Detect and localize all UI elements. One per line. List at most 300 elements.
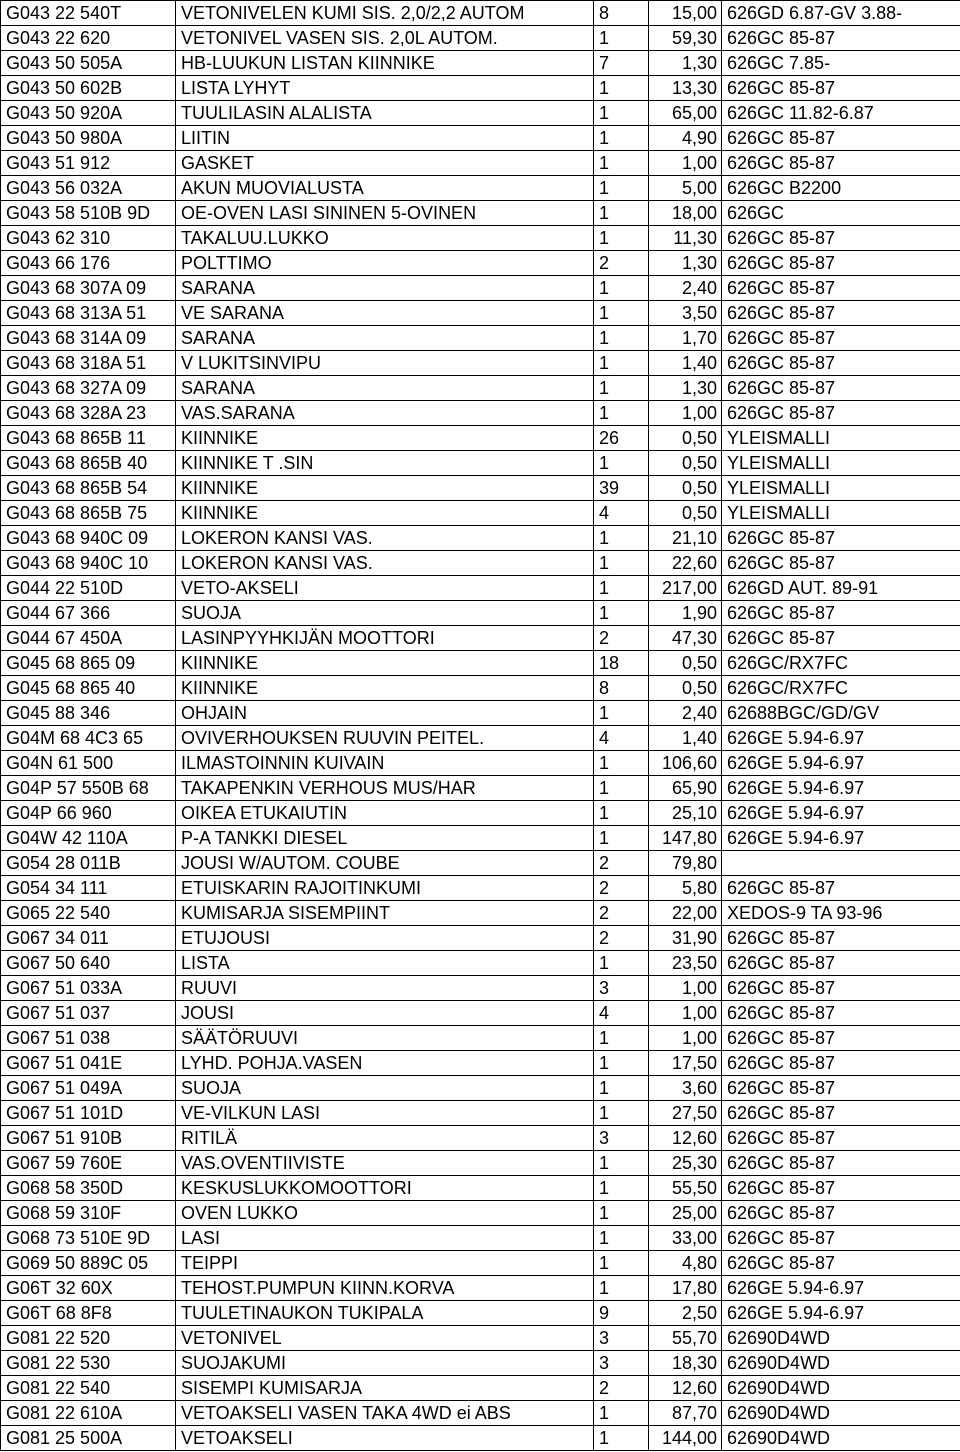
part-number-cell: G04P 66 960 xyxy=(1,801,176,826)
price-cell: 5,80 xyxy=(649,876,722,901)
quantity-cell: 1 xyxy=(594,376,649,401)
part-number-cell: G045 68 865 09 xyxy=(1,651,176,676)
price-cell: 55,70 xyxy=(649,1326,722,1351)
table-row xyxy=(1,1376,960,1401)
model-cell: 626GC 85-87 xyxy=(722,1076,960,1101)
table-row xyxy=(1,1301,960,1326)
part-number-cell: G067 50 640 xyxy=(1,951,176,976)
price-cell: 11,30 xyxy=(649,226,722,251)
quantity-cell: 4 xyxy=(594,1001,649,1026)
part-number-cell: G043 68 865B 75 xyxy=(1,501,176,526)
price-cell: 1,30 xyxy=(649,376,722,401)
description-cell: TAKAPENKIN VERHOUS MUS/HAR xyxy=(176,776,594,801)
table-row xyxy=(1,1076,960,1101)
quantity-cell: 1 xyxy=(594,1151,649,1176)
table-row xyxy=(1,376,960,401)
table-row xyxy=(1,326,960,351)
quantity-cell: 2 xyxy=(594,1376,649,1401)
description-cell: LOKERON KANSI VAS. xyxy=(176,526,594,551)
quantity-cell: 1 xyxy=(594,76,649,101)
part-number-cell: G043 62 310 xyxy=(1,226,176,251)
model-cell: 626GD AUT. 89-91 xyxy=(722,576,960,601)
price-cell: 0,50 xyxy=(649,676,722,701)
table-row xyxy=(1,501,960,526)
model-cell: 626GC 85-87 xyxy=(722,226,960,251)
table-row xyxy=(1,1101,960,1126)
model-cell: 626GE 5.94-6.97 xyxy=(722,801,960,826)
table-row xyxy=(1,126,960,151)
quantity-cell: 1 xyxy=(594,1201,649,1226)
table-row xyxy=(1,1351,960,1376)
price-cell: 22,00 xyxy=(649,901,722,926)
part-number-cell: G081 22 520 xyxy=(1,1326,176,1351)
quantity-cell: 1 xyxy=(594,351,649,376)
table-row xyxy=(1,976,960,1001)
quantity-cell: 8 xyxy=(594,1,649,26)
description-cell: OIKEA ETUKAIUTIN xyxy=(176,801,594,826)
part-number-cell: G043 68 865B 11 xyxy=(1,426,176,451)
description-cell: ILMASTOINNIN KUIVAIN xyxy=(176,751,594,776)
table-row xyxy=(1,176,960,201)
description-cell: HB-LUUKUN LISTAN KIINNIKE xyxy=(176,51,594,76)
part-number-cell: G043 68 940C 09 xyxy=(1,526,176,551)
model-cell: 626GC 85-87 xyxy=(722,1201,960,1226)
model-cell: 626GE 5.94-6.97 xyxy=(722,726,960,751)
part-number-cell: G081 22 610A xyxy=(1,1401,176,1426)
table-row xyxy=(1,201,960,226)
part-number-cell: G067 51 101D xyxy=(1,1101,176,1126)
part-number-cell: G045 68 865 40 xyxy=(1,676,176,701)
quantity-cell: 3 xyxy=(594,1351,649,1376)
price-cell: 5,00 xyxy=(649,176,722,201)
price-cell: 17,50 xyxy=(649,1051,722,1076)
part-number-cell: G043 68 313A 51 xyxy=(1,301,176,326)
price-cell: 1,00 xyxy=(649,1026,722,1051)
price-cell: 1,00 xyxy=(649,401,722,426)
part-number-cell: G06T 32 60X xyxy=(1,1276,176,1301)
part-number-cell: G069 50 889C 05 xyxy=(1,1251,176,1276)
quantity-cell: 1 xyxy=(594,576,649,601)
table-row xyxy=(1,251,960,276)
model-cell: 626GC 85-87 xyxy=(722,1001,960,1026)
description-cell: LISTA LYHYT xyxy=(176,76,594,101)
part-number-cell: G043 68 865B 40 xyxy=(1,451,176,476)
price-cell: 18,30 xyxy=(649,1351,722,1376)
price-cell: 4,80 xyxy=(649,1251,722,1276)
model-cell: 626GE 5.94-6.97 xyxy=(722,1301,960,1326)
model-cell xyxy=(722,851,960,876)
description-cell: VE SARANA xyxy=(176,301,594,326)
price-cell: 0,50 xyxy=(649,426,722,451)
description-cell: JOUSI W/AUTOM. COUBE xyxy=(176,851,594,876)
description-cell: SARANA xyxy=(176,376,594,401)
price-cell: 21,10 xyxy=(649,526,722,551)
part-number-cell: G043 68 328A 23 xyxy=(1,401,176,426)
description-cell: P-A TANKKI DIESEL xyxy=(176,826,594,851)
part-number-cell: G067 51 033A xyxy=(1,976,176,1001)
description-cell: SUOJA xyxy=(176,601,594,626)
part-number-cell: G067 51 910B xyxy=(1,1126,176,1151)
model-cell: 626GE 5.94-6.97 xyxy=(722,776,960,801)
quantity-cell: 1 xyxy=(594,101,649,126)
parts-table-body xyxy=(1,1,960,1451)
model-cell: 626GC 85-87 xyxy=(722,76,960,101)
table-row xyxy=(1,701,960,726)
table-row xyxy=(1,1201,960,1226)
quantity-cell: 4 xyxy=(594,726,649,751)
description-cell: ETUJOUSI xyxy=(176,926,594,951)
model-cell: 626GC 85-87 xyxy=(722,1101,960,1126)
quantity-cell: 2 xyxy=(594,626,649,651)
description-cell: KIINNIKE xyxy=(176,426,594,451)
model-cell: 626GC 85-87 xyxy=(722,601,960,626)
price-cell: 106,60 xyxy=(649,751,722,776)
quantity-cell: 1 xyxy=(594,701,649,726)
quantity-cell: 1 xyxy=(594,1226,649,1251)
part-number-cell: G044 67 450A xyxy=(1,626,176,651)
model-cell: YLEISMALLI xyxy=(722,476,960,501)
price-cell: 1,30 xyxy=(649,51,722,76)
table-row xyxy=(1,1426,960,1451)
table-row xyxy=(1,576,960,601)
part-number-cell: G067 51 037 xyxy=(1,1001,176,1026)
price-cell: 22,60 xyxy=(649,551,722,576)
quantity-cell: 1 xyxy=(594,26,649,51)
part-number-cell: G044 67 366 xyxy=(1,601,176,626)
quantity-cell: 8 xyxy=(594,676,649,701)
model-cell: 62688BGC/GD/GV xyxy=(722,701,960,726)
table-row xyxy=(1,1151,960,1176)
quantity-cell: 1 xyxy=(594,226,649,251)
part-number-cell: G043 22 620 xyxy=(1,26,176,51)
price-cell: 2,40 xyxy=(649,701,722,726)
price-cell: 33,00 xyxy=(649,1226,722,1251)
table-row xyxy=(1,726,960,751)
part-number-cell: G081 25 500A xyxy=(1,1426,176,1451)
price-cell: 0,50 xyxy=(649,501,722,526)
model-cell: 626GC 85-87 xyxy=(722,1251,960,1276)
price-cell: 25,30 xyxy=(649,1151,722,1176)
quantity-cell: 1 xyxy=(594,1401,649,1426)
part-number-cell: G068 73 510E 9D xyxy=(1,1226,176,1251)
price-cell: 25,10 xyxy=(649,801,722,826)
model-cell: 626GC 85-87 xyxy=(722,1176,960,1201)
part-number-cell: G043 68 940C 10 xyxy=(1,551,176,576)
description-cell: GASKET xyxy=(176,151,594,176)
part-number-cell: G045 88 346 xyxy=(1,701,176,726)
model-cell: 626GC 85-87 xyxy=(722,626,960,651)
part-number-cell: G067 59 760E xyxy=(1,1151,176,1176)
quantity-cell: 18 xyxy=(594,651,649,676)
part-number-cell: G068 58 350D xyxy=(1,1176,176,1201)
part-number-cell: G06T 68 8F8 xyxy=(1,1301,176,1326)
description-cell: TUULETINAUKON TUKIPALA xyxy=(176,1301,594,1326)
part-number-cell: G067 51 038 xyxy=(1,1026,176,1051)
table-row xyxy=(1,676,960,701)
table-row xyxy=(1,476,960,501)
part-number-cell: G067 51 049A xyxy=(1,1076,176,1101)
model-cell: 626GC 85-87 xyxy=(722,1051,960,1076)
model-cell: 626GC 85-87 xyxy=(722,1151,960,1176)
description-cell: LOKERON KANSI VAS. xyxy=(176,551,594,576)
table-row xyxy=(1,751,960,776)
price-cell: 3,60 xyxy=(649,1076,722,1101)
part-number-cell: G043 50 920A xyxy=(1,101,176,126)
part-number-cell: G065 22 540 xyxy=(1,901,176,926)
table-row xyxy=(1,1051,960,1076)
table-row xyxy=(1,826,960,851)
part-number-cell: G081 22 540 xyxy=(1,1376,176,1401)
description-cell: KIINNIKE xyxy=(176,651,594,676)
description-cell: KIINNIKE xyxy=(176,676,594,701)
price-cell: 217,00 xyxy=(649,576,722,601)
price-cell: 147,80 xyxy=(649,826,722,851)
quantity-cell: 1 xyxy=(594,951,649,976)
model-cell: XEDOS-9 TA 93-96 xyxy=(722,901,960,926)
model-cell: 626GC 85-87 xyxy=(722,301,960,326)
model-cell: YLEISMALLI xyxy=(722,426,960,451)
model-cell: 626GD 6.87-GV 3.88- xyxy=(722,1,960,26)
description-cell: RUUVI xyxy=(176,976,594,1001)
part-number-cell: G043 56 032A xyxy=(1,176,176,201)
quantity-cell: 1 xyxy=(594,276,649,301)
part-number-cell: G043 66 176 xyxy=(1,251,176,276)
part-number-cell: G043 68 327A 09 xyxy=(1,376,176,401)
description-cell: VETONIVEL xyxy=(176,1326,594,1351)
price-cell: 31,90 xyxy=(649,926,722,951)
description-cell: OE-OVEN LASI SININEN 5-OVINEN xyxy=(176,201,594,226)
table-row xyxy=(1,601,960,626)
model-cell: 626GC 85-87 xyxy=(722,1226,960,1251)
table-row xyxy=(1,426,960,451)
price-cell: 0,50 xyxy=(649,476,722,501)
model-cell: 62690D4WD xyxy=(722,1326,960,1351)
quantity-cell: 1 xyxy=(594,1251,649,1276)
description-cell: KIINNIKE xyxy=(176,476,594,501)
price-cell: 2,40 xyxy=(649,276,722,301)
part-number-cell: G043 50 505A xyxy=(1,51,176,76)
quantity-cell: 1 xyxy=(594,401,649,426)
part-number-cell: G054 28 011B xyxy=(1,851,176,876)
quantity-cell: 3 xyxy=(594,1126,649,1151)
description-cell: JOUSI xyxy=(176,1001,594,1026)
part-number-cell: G068 59 310F xyxy=(1,1201,176,1226)
part-number-cell: G04M 68 4C3 65 xyxy=(1,726,176,751)
quantity-cell: 1 xyxy=(594,751,649,776)
description-cell: LASINPYYHKIJÄN MOOTTORI xyxy=(176,626,594,651)
part-number-cell: G067 51 041E xyxy=(1,1051,176,1076)
quantity-cell: 1 xyxy=(594,301,649,326)
quantity-cell: 9 xyxy=(594,1301,649,1326)
price-cell: 65,00 xyxy=(649,101,722,126)
quantity-cell: 1 xyxy=(594,451,649,476)
model-cell: 626GC 85-87 xyxy=(722,1126,960,1151)
price-cell: 4,90 xyxy=(649,126,722,151)
price-cell: 27,50 xyxy=(649,1101,722,1126)
model-cell: 62690D4WD xyxy=(722,1351,960,1376)
description-cell: OVIVERHOUKSEN RUUVIN PEITEL. xyxy=(176,726,594,751)
price-cell: 12,60 xyxy=(649,1376,722,1401)
description-cell: KUMISARJA SISEMPIINT xyxy=(176,901,594,926)
quantity-cell: 1 xyxy=(594,776,649,801)
quantity-cell: 1 xyxy=(594,1051,649,1076)
quantity-cell: 3 xyxy=(594,976,649,1001)
table-row xyxy=(1,51,960,76)
quantity-cell: 1 xyxy=(594,1426,649,1451)
description-cell: SARANA xyxy=(176,326,594,351)
model-cell: 62690D4WD xyxy=(722,1376,960,1401)
description-cell: VAS.OVENTIIVISTE xyxy=(176,1151,594,1176)
part-number-cell: G043 51 912 xyxy=(1,151,176,176)
price-cell: 47,30 xyxy=(649,626,722,651)
price-cell: 0,50 xyxy=(649,651,722,676)
price-cell: 1,40 xyxy=(649,351,722,376)
quantity-cell: 1 xyxy=(594,201,649,226)
table-row xyxy=(1,851,960,876)
description-cell: KESKUSLUKKOMOOTTORI xyxy=(176,1176,594,1201)
description-cell: OHJAIN xyxy=(176,701,594,726)
quantity-cell: 1 xyxy=(594,151,649,176)
price-cell: 55,50 xyxy=(649,1176,722,1201)
part-number-cell: G043 68 307A 09 xyxy=(1,276,176,301)
model-cell: 626GC 85-87 xyxy=(722,951,960,976)
table-row xyxy=(1,76,960,101)
table-row xyxy=(1,276,960,301)
price-cell: 1,30 xyxy=(649,251,722,276)
part-number-cell: G04P 57 550B 68 xyxy=(1,776,176,801)
table-row xyxy=(1,1126,960,1151)
price-cell: 12,60 xyxy=(649,1126,722,1151)
model-cell: 626GC 85-87 xyxy=(722,526,960,551)
model-cell: 62690D4WD xyxy=(722,1426,960,1451)
description-cell: TUULILASIN ALALISTA xyxy=(176,101,594,126)
part-number-cell: G043 68 314A 09 xyxy=(1,326,176,351)
quantity-cell: 2 xyxy=(594,926,649,951)
table-row xyxy=(1,401,960,426)
description-cell: TAKALUU.LUKKO xyxy=(176,226,594,251)
model-cell: 626GC 85-87 xyxy=(722,326,960,351)
table-row xyxy=(1,951,960,976)
model-cell: 626GC 85-87 xyxy=(722,926,960,951)
quantity-cell: 1 xyxy=(594,1101,649,1126)
price-cell: 1,90 xyxy=(649,601,722,626)
table-row xyxy=(1,901,960,926)
model-cell: 626GC 85-87 xyxy=(722,251,960,276)
description-cell: SÄÄTÖRUUVI xyxy=(176,1026,594,1051)
quantity-cell: 2 xyxy=(594,876,649,901)
quantity-cell: 26 xyxy=(594,426,649,451)
table-row xyxy=(1,876,960,901)
model-cell: 626GC/RX7FC xyxy=(722,676,960,701)
quantity-cell: 1 xyxy=(594,826,649,851)
model-cell: YLEISMALLI xyxy=(722,501,960,526)
table-row xyxy=(1,151,960,176)
price-cell: 18,00 xyxy=(649,201,722,226)
model-cell: 626GC 85-87 xyxy=(722,876,960,901)
price-cell: 79,80 xyxy=(649,851,722,876)
part-number-cell: G044 22 510D xyxy=(1,576,176,601)
quantity-cell: 3 xyxy=(594,1326,649,1351)
table-row xyxy=(1,551,960,576)
part-number-cell: G043 58 510B 9D xyxy=(1,201,176,226)
table-row xyxy=(1,1251,960,1276)
part-number-cell: G043 68 318A 51 xyxy=(1,351,176,376)
part-number-cell: G043 68 865B 54 xyxy=(1,476,176,501)
quantity-cell: 1 xyxy=(594,326,649,351)
description-cell: LYHD. POHJA.VASEN xyxy=(176,1051,594,1076)
description-cell: VETONIVEL VASEN SIS. 2,0L AUTOM. xyxy=(176,26,594,51)
quantity-cell: 2 xyxy=(594,251,649,276)
description-cell: POLTTIMO xyxy=(176,251,594,276)
quantity-cell: 1 xyxy=(594,1276,649,1301)
description-cell: VETONIVELEN KUMI SIS. 2,0/2,2 AUTOM xyxy=(176,1,594,26)
model-cell: YLEISMALLI xyxy=(722,451,960,476)
model-cell: 626GC 85-87 xyxy=(722,276,960,301)
model-cell: 62690D4WD xyxy=(722,1401,960,1426)
description-cell: ETUISKARIN RAJOITINKUMI xyxy=(176,876,594,901)
description-cell: OVEN LUKKO xyxy=(176,1201,594,1226)
model-cell: 626GC 85-87 xyxy=(722,976,960,1001)
table-row xyxy=(1,451,960,476)
quantity-cell: 1 xyxy=(594,126,649,151)
table-row xyxy=(1,1401,960,1426)
description-cell: VAS.SARANA xyxy=(176,401,594,426)
price-cell: 15,00 xyxy=(649,1,722,26)
model-cell: 626GC 85-87 xyxy=(722,126,960,151)
table-row xyxy=(1,1176,960,1201)
description-cell: VETOAKSELI VASEN TAKA 4WD ei ABS xyxy=(176,1401,594,1426)
model-cell: 626GC 85-87 xyxy=(722,401,960,426)
table-row xyxy=(1,351,960,376)
quantity-cell: 1 xyxy=(594,176,649,201)
model-cell: 626GC 85-87 xyxy=(722,351,960,376)
quantity-cell: 1 xyxy=(594,601,649,626)
part-number-cell: G043 50 980A xyxy=(1,126,176,151)
price-cell: 0,50 xyxy=(649,451,722,476)
description-cell: SISEMPI KUMISARJA xyxy=(176,1376,594,1401)
table-row xyxy=(1,801,960,826)
price-cell: 1,00 xyxy=(649,1001,722,1026)
description-cell: SUOJAKUMI xyxy=(176,1351,594,1376)
table-row xyxy=(1,301,960,326)
model-cell: 626GC B2200 xyxy=(722,176,960,201)
model-cell: 626GC 85-87 xyxy=(722,551,960,576)
description-cell: LISTA xyxy=(176,951,594,976)
part-number-cell: G067 34 011 xyxy=(1,926,176,951)
table-row xyxy=(1,26,960,51)
quantity-cell: 1 xyxy=(594,1176,649,1201)
price-cell: 1,00 xyxy=(649,976,722,1001)
table-row xyxy=(1,926,960,951)
description-cell: VE-VILKUN LASI xyxy=(176,1101,594,1126)
description-cell: KIINNIKE T .SIN xyxy=(176,451,594,476)
model-cell: 626GC 85-87 xyxy=(722,376,960,401)
description-cell: V LUKITSINVIPU xyxy=(176,351,594,376)
description-cell: TEHOST.PUMPUN KIINN.KORVA xyxy=(176,1276,594,1301)
table-row xyxy=(1,1026,960,1051)
quantity-cell: 1 xyxy=(594,801,649,826)
description-cell: TEIPPI xyxy=(176,1251,594,1276)
quantity-cell: 1 xyxy=(594,1026,649,1051)
price-cell: 13,30 xyxy=(649,76,722,101)
description-cell: RITILÄ xyxy=(176,1126,594,1151)
table-row xyxy=(1,226,960,251)
description-cell: SUOJA xyxy=(176,1076,594,1101)
description-cell: VETOAKSELI xyxy=(176,1426,594,1451)
model-cell: 626GC 11.82-6.87 xyxy=(722,101,960,126)
price-cell: 3,50 xyxy=(649,301,722,326)
price-cell: 17,80 xyxy=(649,1276,722,1301)
